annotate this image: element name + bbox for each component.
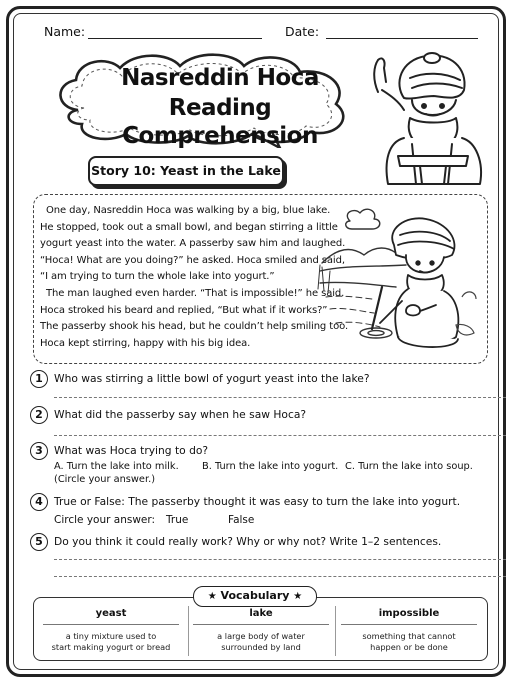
vocab-word: lake bbox=[249, 608, 273, 619]
vocab-item-yeast bbox=[36, 606, 186, 653]
story-line: Hoca stroked his beard and replied, “But what if it works?” bbox=[40, 304, 328, 316]
name-label: Name: bbox=[44, 24, 86, 39]
page-title-line-2: Reading Comprehension bbox=[122, 95, 318, 149]
option-false[interactable]: False bbox=[228, 514, 255, 526]
question-number: 4 bbox=[30, 493, 48, 511]
star-icon: ★ bbox=[207, 591, 217, 602]
vocab-definition: happen or be done bbox=[370, 642, 448, 652]
page-title-line-1: Nasreddin Hoca bbox=[121, 65, 319, 91]
star-icon: ★ bbox=[293, 591, 303, 602]
vocabulary-heading-text: Vocabulary bbox=[220, 589, 290, 602]
story-title-badge: Story 10: Yeast in the Lake bbox=[88, 156, 284, 186]
question-text: What did the passerby say when he saw Hoca? bbox=[54, 408, 307, 421]
vocab-word: yeast bbox=[95, 608, 127, 619]
date-label: Date: bbox=[285, 24, 320, 39]
question-number: 2 bbox=[30, 406, 48, 424]
question-text: Do you think it could really work? Why or why not? Write 1–2 sentences. bbox=[54, 535, 442, 548]
story-line: “Hoca! What are you doing?” he asked. Hoca smiled and said, bbox=[40, 254, 345, 266]
circle-instruction: Circle your answer: bbox=[54, 514, 156, 526]
story-text bbox=[40, 203, 349, 352]
vocab-item-impossible bbox=[334, 606, 484, 653]
story-line: yogurt yeast into the water. A passerby saw him and laughed. bbox=[40, 238, 346, 250]
story-line: Hoca kept stirring, happy with his big idea. bbox=[40, 337, 251, 349]
vocab-definition: a tiny mixture used to bbox=[65, 631, 157, 641]
story-line: The passerby shook his head, but he couldn’t help smiling too. bbox=[40, 321, 349, 333]
name-field[interactable] bbox=[88, 38, 262, 39]
vocab-divider bbox=[341, 624, 477, 625]
vocab-definition: something that cannot bbox=[362, 631, 456, 641]
vocab-item-lake bbox=[186, 606, 336, 653]
vocabulary-heading bbox=[193, 586, 317, 607]
answer-line[interactable] bbox=[54, 559, 506, 560]
vocab-word: impossible bbox=[378, 608, 440, 619]
question-number: 5 bbox=[30, 533, 48, 551]
option-a[interactable]: A. Turn the lake into milk. bbox=[54, 461, 179, 472]
vocab-divider bbox=[193, 624, 329, 625]
hoca-character-icon bbox=[364, 38, 494, 188]
question-number: 3 bbox=[30, 442, 48, 460]
vocab-definition: surrounded by land bbox=[221, 642, 301, 652]
option-b[interactable]: B. Turn the lake into yogurt. bbox=[202, 461, 339, 472]
instruction-note: (Circle your answer.) bbox=[54, 474, 156, 485]
lake-scene-icon bbox=[316, 205, 482, 357]
vocab-definition: start making yogurt or bread bbox=[51, 642, 171, 652]
question-text: Who was stirring a little bowl of yogurt yeast into the lake? bbox=[54, 372, 370, 385]
question-number: 1 bbox=[30, 370, 48, 388]
answer-line[interactable] bbox=[54, 435, 506, 436]
story-line: The man laughed even harder. “That is impossible!” he said. bbox=[46, 287, 345, 299]
option-c[interactable]: C. Turn the lake into soup. bbox=[345, 461, 473, 472]
story-line: One day, Nasreddin Hoca was walking by a big, blue lake. bbox=[46, 205, 331, 216]
story-line: He stopped, took out a small bowl, and began stirring a little bbox=[40, 221, 338, 233]
vocab-definition: a large body of water bbox=[217, 631, 305, 641]
answer-line[interactable] bbox=[54, 576, 506, 577]
question-text: What was Hoca trying to do? bbox=[54, 444, 209, 457]
story-line: “I am trying to turn the whole lake into yogurt.” bbox=[40, 271, 275, 283]
option-true[interactable]: True bbox=[166, 514, 189, 526]
vocab-divider bbox=[43, 624, 179, 625]
answer-line[interactable] bbox=[54, 397, 506, 398]
question-text: True or False: The passerby thought it was easy to turn the lake into yogurt. bbox=[54, 495, 461, 508]
